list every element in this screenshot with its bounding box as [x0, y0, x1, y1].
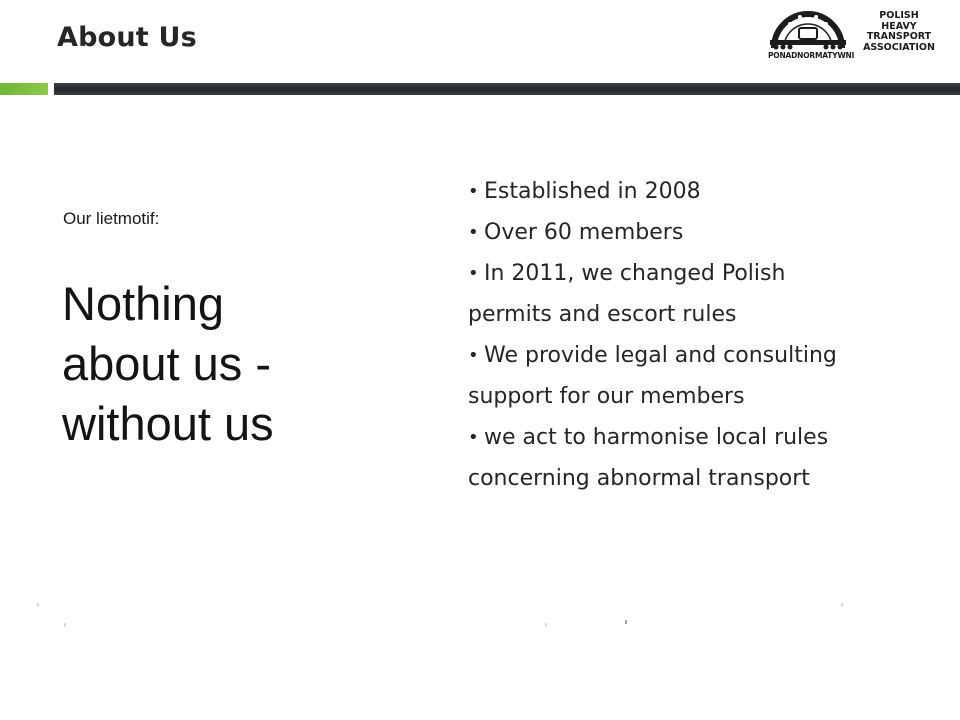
bullet-icon: •: [468, 263, 479, 284]
decorative-mark: [545, 623, 547, 627]
list-item: [468, 171, 848, 212]
logo-name-line: ASSOCIATION: [863, 41, 935, 53]
decorative-mark: [37, 603, 39, 607]
logo-tagline: PONADNORMATYWNI: [768, 51, 855, 60]
list-item-text: Over 60 members: [484, 220, 684, 245]
list-item: [468, 253, 848, 335]
bullet-icon: •: [468, 427, 479, 448]
logo-name-line: TRANSPORT: [866, 31, 932, 42]
bullet-icon: •: [468, 222, 479, 243]
motto-line: Nothing: [62, 277, 224, 330]
motto-line: without us: [62, 397, 274, 450]
list-item: [468, 212, 848, 253]
list-item-text: we act to harmonise local rules concerning abnormal transport: [468, 425, 829, 491]
page-title: About Us: [57, 22, 197, 53]
bullet-icon: •: [468, 345, 479, 366]
decorative-mark: [841, 603, 843, 607]
bullet-icon: •: [468, 181, 479, 202]
logo-name-line: POLISH: [879, 10, 919, 21]
facts-list: [468, 171, 848, 499]
list-item-text: Established in 2008: [484, 179, 701, 204]
list-item-text: In 2011, we changed Polish permits and escort rules: [468, 261, 786, 327]
list-item: [468, 417, 848, 499]
decorative-mark: [64, 623, 66, 627]
list-item: [468, 335, 848, 417]
logo-name: [858, 11, 940, 53]
header-divider-bar: [54, 83, 960, 95]
association-logo: [768, 6, 940, 64]
decorative-mark: [625, 620, 627, 624]
header-divider: [0, 83, 960, 95]
list-item-text: We provide legal and consulting support for our members: [468, 343, 837, 409]
motto-label: Our lietmotif:: [63, 209, 160, 228]
header-divider-accent: [0, 83, 48, 95]
logo-name-line: HEAVY: [881, 20, 917, 32]
motto-line: about us -: [62, 337, 272, 390]
motto-text: [62, 274, 362, 454]
